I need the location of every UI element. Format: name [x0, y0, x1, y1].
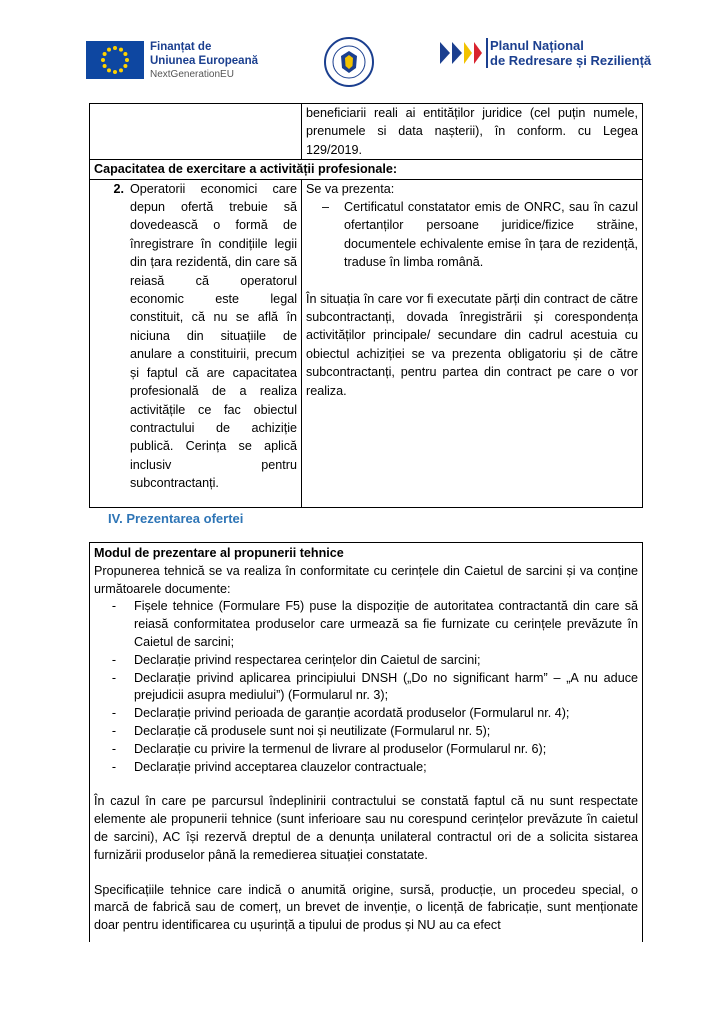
pnrr-label [490, 38, 651, 68]
eu-flag-icon [86, 41, 144, 79]
table-cell-requirement [90, 179, 302, 507]
technical-proposal-box [89, 542, 643, 942]
list-bullet: - [111, 723, 117, 738]
eu-funding-label [150, 40, 258, 82]
list-item [94, 598, 638, 651]
list-bullet: - [111, 759, 117, 774]
page-header [0, 0, 724, 100]
eu-line1: Finanțat de [150, 41, 212, 53]
list-bullet: - [111, 652, 117, 667]
pnrr-divider [486, 38, 488, 68]
list-item-text: Declarație cu privire la termenul de livrare al produselor (Formularul nr. 6); [134, 741, 547, 756]
pnrr-line2: de Redresare și Reziliență [490, 53, 652, 68]
table-cell-empty [90, 104, 302, 160]
evidence-subcontract-text: În situația în care vor fi executate părți din contract de către subcontractanți, dovada înregistrării și corespondența activităților principale/ secundare din cadrul acestuia cu obiectul achiziției se va prezenta obligatoriu și de către subcontractanți, pentru partea din contract pe care o vor realiza. [306, 291, 638, 398]
eu-line2: Uniunea Europeană [150, 55, 258, 67]
section-title: IV. Prezentarea ofertei [108, 511, 244, 526]
list-bullet: - [111, 706, 117, 721]
table-row [90, 179, 643, 507]
item-number: 2. [113, 181, 124, 196]
requirements-table [89, 103, 643, 508]
list-bullet: - [111, 670, 117, 685]
list-item-text: Declarație privind respectarea cerințelor din Caietul de sarcini; [134, 652, 481, 667]
list-item [94, 670, 638, 706]
list-item [94, 705, 638, 723]
list-item [94, 741, 638, 759]
table-section-heading: Capacitatea de exercitare a activității profesionale: [90, 160, 643, 179]
list-item-text: Fișele tehnice (Formulare F5) puse la dispoziție de autoritatea contractantă din care să reiasă conformitatea produselor care urmează sa fie furnizate cu cerințele prevăzute în Caietul de sarcini; [134, 599, 638, 649]
list-item [94, 759, 638, 777]
list-item-text: Declarație privind acceptarea clauzelor contractuale; [134, 759, 427, 774]
proposal-heading: Modul de prezentare al propunerii tehnice [94, 546, 344, 560]
table-cell-beneficiaries: beneficiarii reali ai entităților juridice (cel puțin numele, prenumele si data nașterii), în conform. cu Legea 129/2019. [302, 104, 643, 160]
list-item-text: Declarație privind aplicarea principiului DNSH („Do no significant harm” – „A nu aduce prejudicii asupra mediului”) (Formularul nr. 3); [134, 670, 638, 703]
list-item [94, 652, 638, 670]
evidence-item-text: Certificatul constatator emis de ONRC, sau în cazul ofertanților persoane juridice/fizice străine, documentele echivalente emise în țara de rezidență, traduse în limba română. [344, 200, 638, 270]
table-row [90, 160, 643, 179]
list-item [94, 723, 638, 741]
document-list [94, 598, 638, 776]
proposal-intro: Propunerea tehnică se va realiza în conformitate cu cerințele din Caietul de sarcini și va conține următoarele documente: [94, 563, 638, 596]
list-bullet: - [111, 599, 117, 614]
list-item-text: Declarație că produsele sunt noi și neutilizate (Formularul nr. 5); [134, 723, 491, 738]
table-cell-evidence [302, 179, 643, 507]
proposal-paragraph-specifications: Specificațiile tehnice care indică o anumită origine, sursă, producție, un procedeu special, o marcă de fabrică sau de comerț, un brevet de invenție, o licență de fabricație, sunt menționate doar pentru identificarea cu ușurință a tipului de produs și NU au ca efect [94, 882, 638, 933]
requirement-text: Operatorii economici care depun ofertă trebuie să dovedească o formă de înregistrare în condițiile legii din țara rezidentă, din care să reiasă că operatorul economic este legal constituit, că nu se află în niciuna din situațiile de anulare a constituirii, precum și faptul că are capacitatea profesională de a realiza activitățile ce fac obiectul contractului de achiziție publică. Cerința se aplică inclusiv pentru subcontractanți. [130, 181, 297, 491]
government-seal-icon [323, 36, 375, 88]
dash-bullet: – [322, 200, 330, 215]
evidence-intro: Se va prezenta: [306, 181, 395, 196]
proposal-paragraph-nonconformity: În cazul în care pe parcursul îndeplinirii contractului se constată faptul că nu sunt respectate elemente ale propunerii tehnice (sunt inferioare sau nu corespund cerințelor prevăzute în caietul de sarcini), AC își rezervă dreptul de a denunța unilateral contractul ori de a solicita sistarea furnizării produselor până la remedierea situației constatate. [94, 794, 638, 862]
pnrr-line1: Planul Național [490, 38, 584, 53]
pnrr-logo-icon [440, 40, 485, 66]
table-row [90, 104, 643, 160]
eu-line3: NextGenerationEU [150, 69, 234, 80]
evidence-list-item [322, 198, 638, 272]
list-bullet: - [111, 741, 117, 756]
list-item-text: Declarație privind perioada de garanție acordată produselor (Formularul nr. 4); [134, 706, 570, 721]
